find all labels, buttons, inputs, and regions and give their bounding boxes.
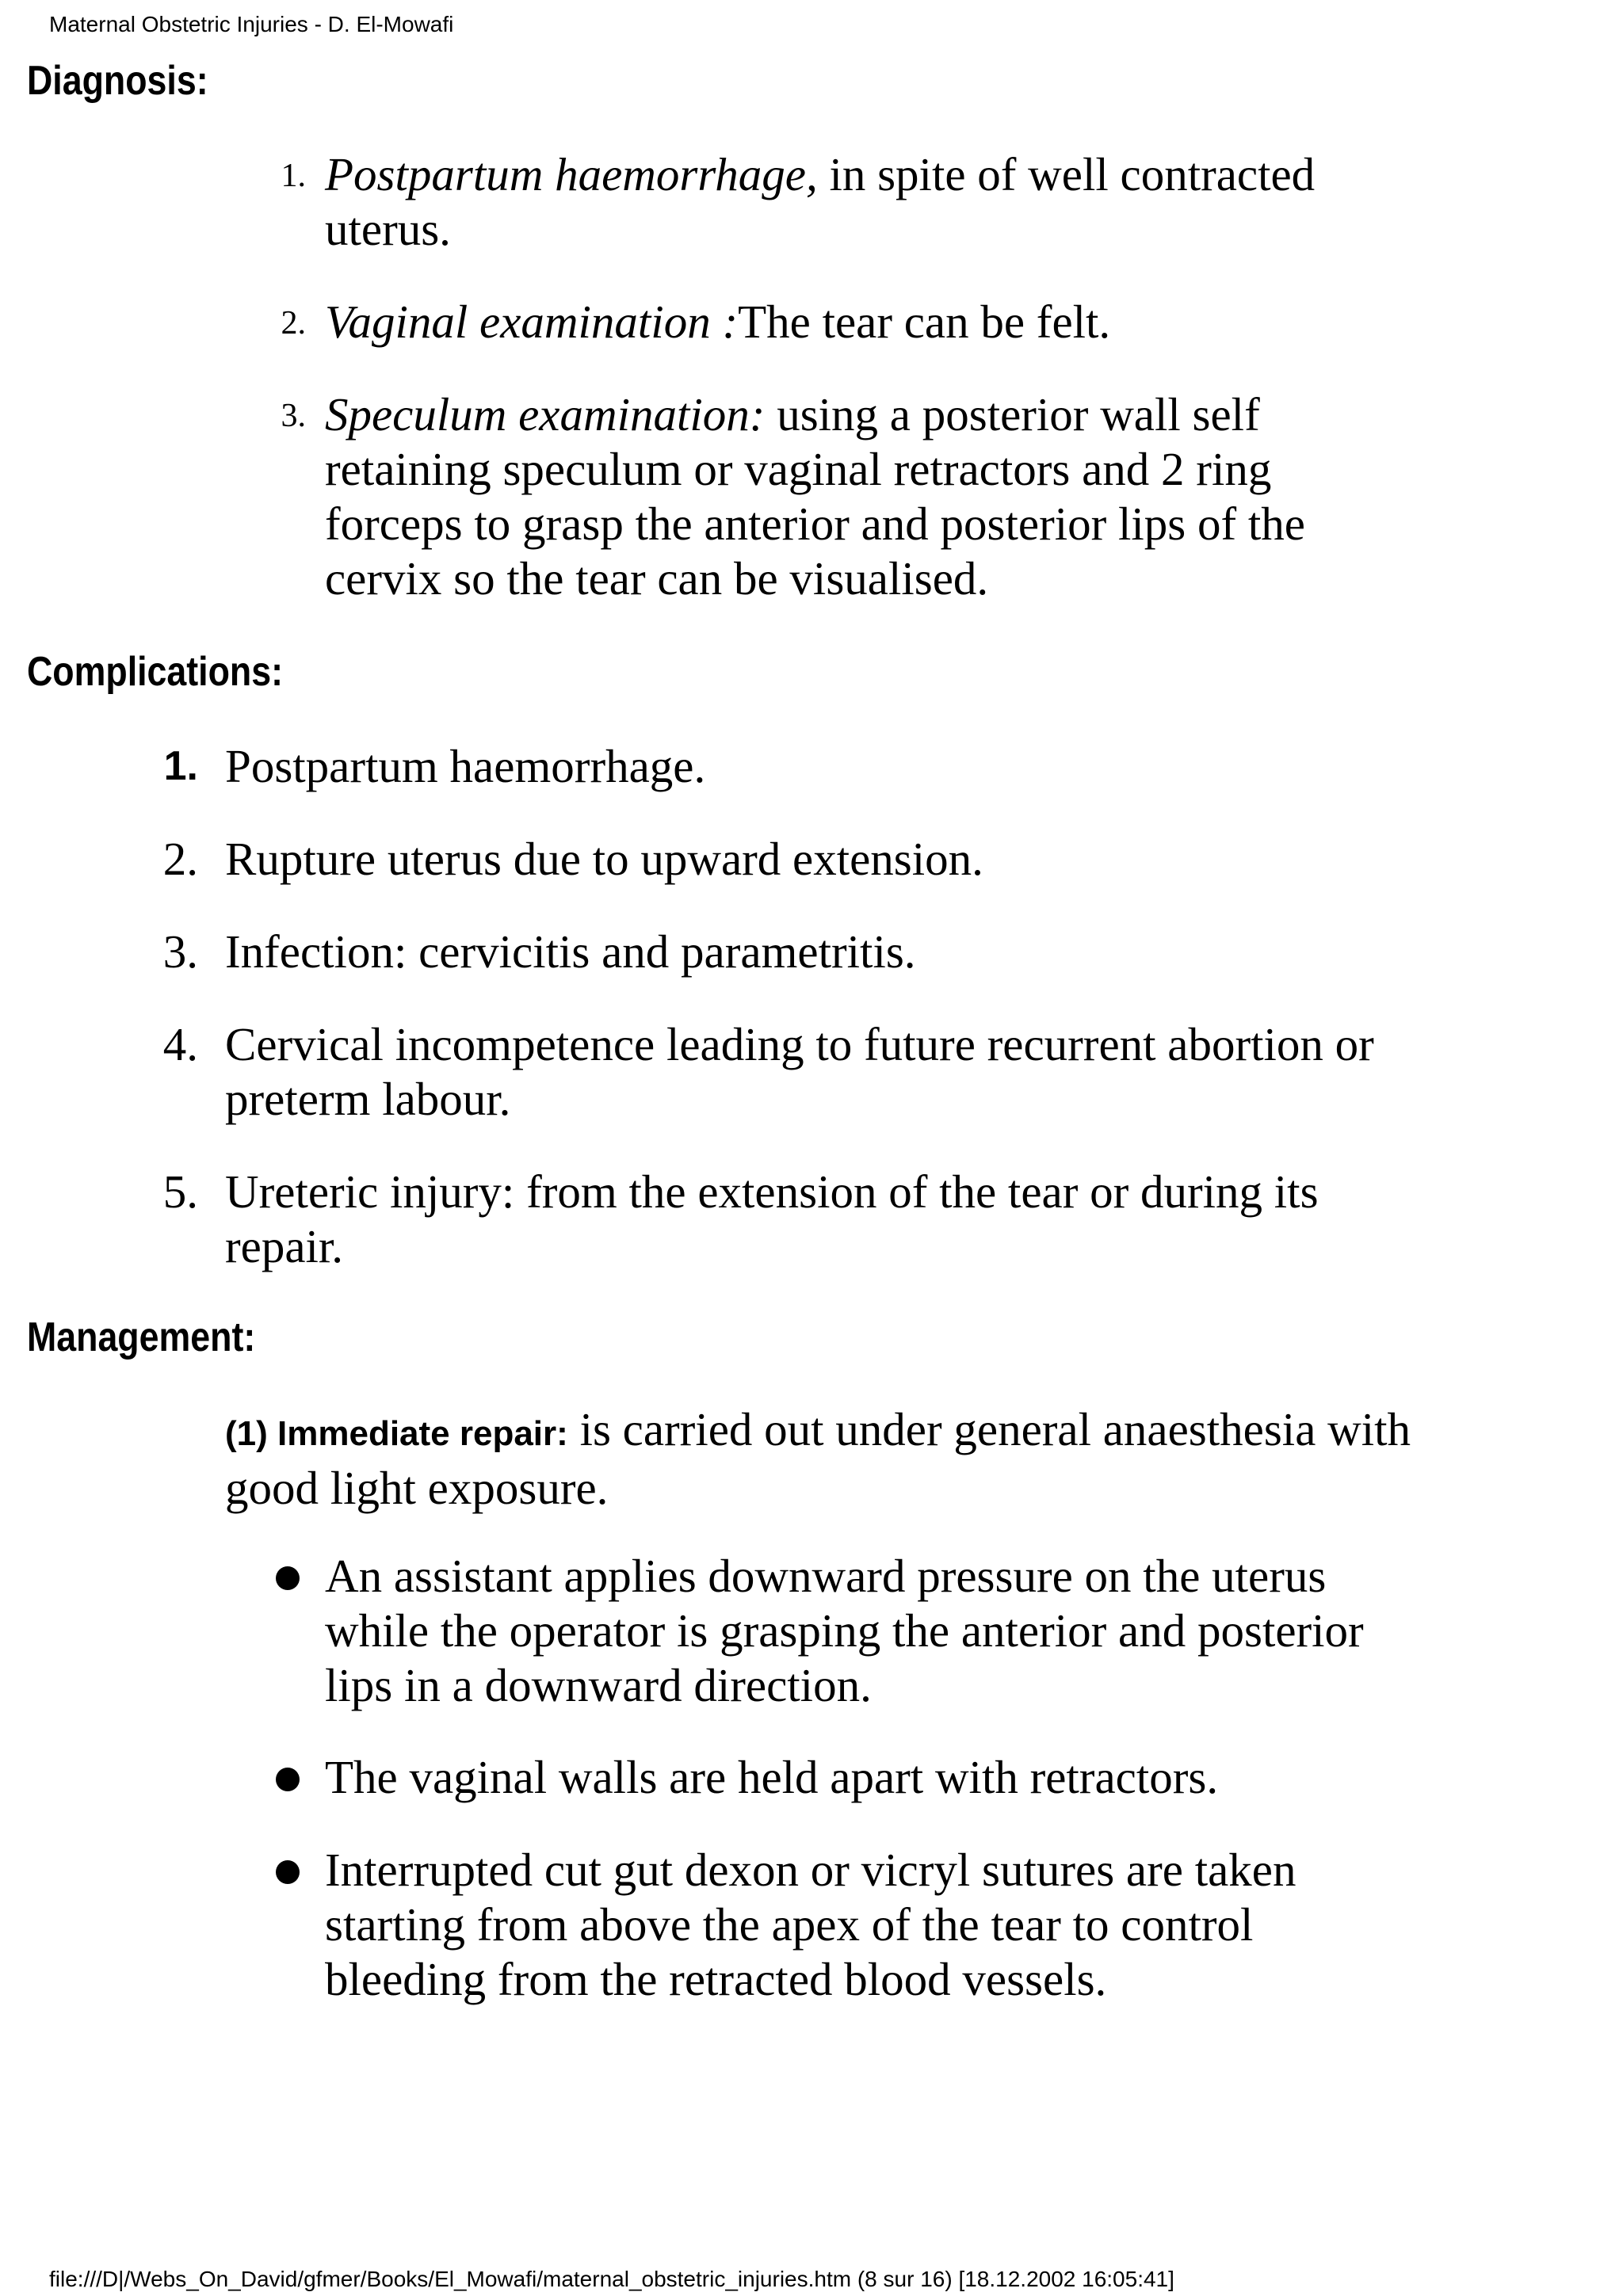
item-emphasis: Postpartum haemorrhage,: [325, 148, 818, 200]
item-text: Infection: cervicitis and parametritis.: [225, 925, 916, 978]
management-heading: Management:: [27, 1314, 256, 1360]
item-number: 2.: [281, 305, 306, 341]
item-number: 1.: [281, 158, 306, 194]
item-number: 3.: [162, 925, 198, 978]
complications-heading: Complications:: [27, 649, 283, 695]
running-header: Maternal Obstetric Injuries - D. El-Mowafi: [49, 12, 454, 36]
item-text: [325, 295, 1434, 349]
item-emphasis: Vaginal examination :: [325, 296, 739, 348]
item-number: 3.: [281, 398, 306, 434]
page-footer: file:///D|/Webs_On_David/gfmer/Books/El_Mowafi/maternal_obstetric_injuries.htm (8 sur 16) [18.12.2002 16:05:41]: [49, 2267, 1174, 2291]
item-number: 2.: [162, 833, 198, 885]
item-rest: The tear can be felt.: [738, 296, 1111, 348]
item-rest: using a posterior wall self retaining speculum or vaginal retractors and 2 ring forceps to grasp the anterior and posterior lips of the cervix so the tear can be visualised.: [325, 388, 1305, 605]
item-text: An assistant applies downward pressure on the uterus while the operator is grasping the anterior and posterior lips in a downward direction.: [325, 1550, 1364, 1711]
item-number: 5.: [162, 1165, 198, 1218]
item-text: The vaginal walls are held apart with retractors.: [325, 1751, 1219, 1803]
immediate-repair-text: is carried out under general anaesthesia with good light exposure.: [225, 1403, 1411, 1514]
item-text: Rupture uterus due to upward extension.: [225, 833, 983, 885]
item-emphasis: Speculum examination:: [325, 388, 766, 441]
item-number: 1.: [163, 743, 198, 789]
bullet-marker: [276, 1566, 300, 1590]
item-text: Postpartum haemorrhage.: [225, 740, 706, 792]
item-text: Interrupted cut gut dexon or vicryl sutures are taken starting from above the apex of the tear to control bleeding from the retracted blood vessels.: [325, 1844, 1296, 2005]
item-text: Cervical incompetence leading to future recurrent abortion or preterm labour.: [225, 1018, 1374, 1125]
item-text: [325, 387, 1403, 606]
item-text: [325, 147, 1403, 257]
diagnosis-heading: Diagnosis:: [27, 58, 208, 104]
item-number: 4.: [162, 1018, 198, 1070]
item-rest: in spite of well contracted uterus.: [325, 148, 1316, 255]
immediate-repair-paragraph: [225, 1402, 1430, 1516]
immediate-repair-label: (1) Immediate repair:: [225, 1414, 568, 1453]
item-text: Ureteric injury: from the extension of the tear or during its repair.: [225, 1165, 1319, 1272]
bullet-marker: [276, 1860, 300, 1884]
bullet-marker: [276, 1768, 300, 1791]
